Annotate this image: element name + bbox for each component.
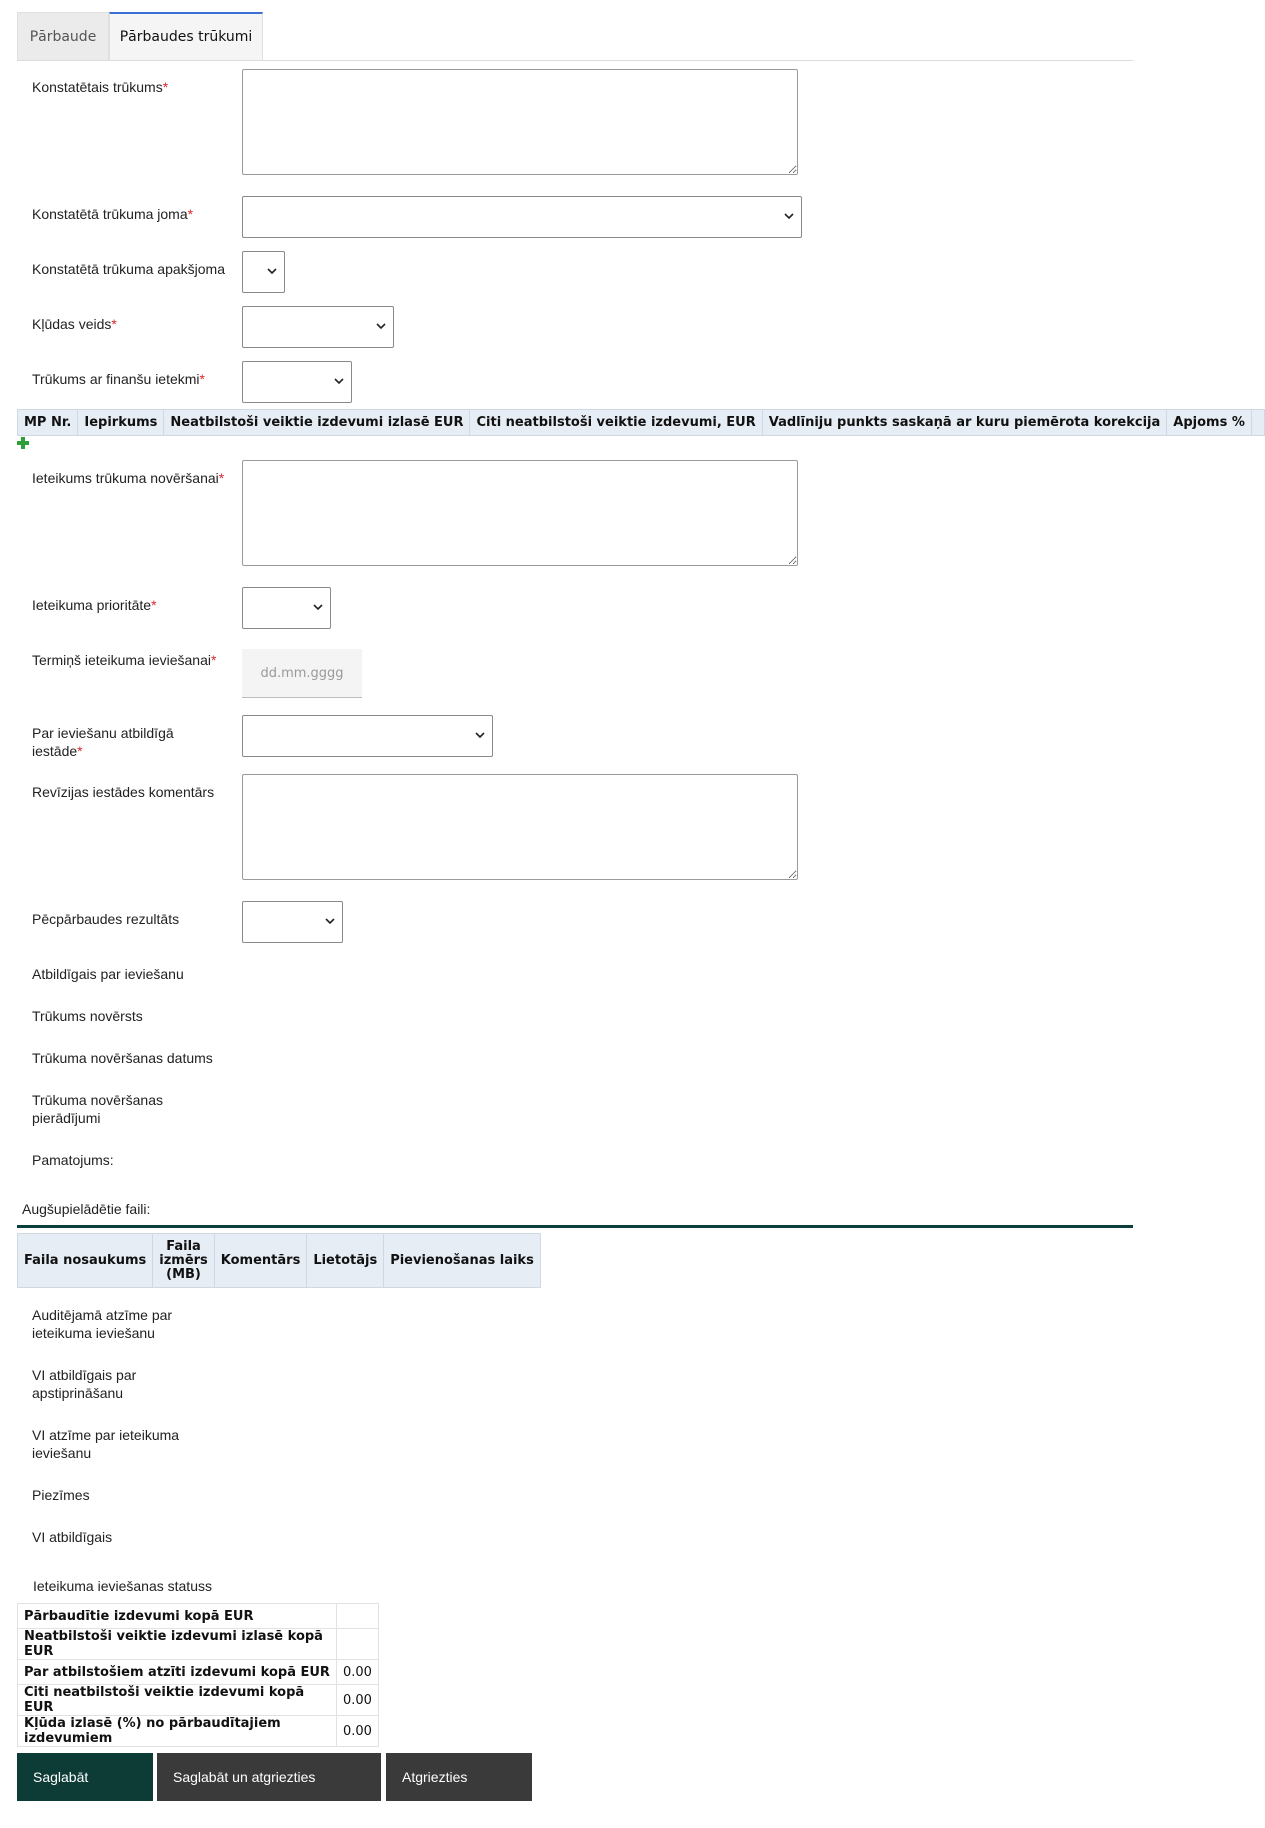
- trukuma-apaksjoma-select[interactable]: [242, 251, 285, 293]
- uploaded-files-title: Augšupielādētie faili:: [22, 1201, 151, 1217]
- ieteikums-textarea[interactable]: [242, 460, 798, 566]
- label-trukuma-apaksjoma: Konstatētā trūkuma apakšjoma: [32, 261, 225, 277]
- label-pamatojums: Pamatojums:: [32, 1152, 114, 1168]
- summary-value: 0.00: [337, 1716, 379, 1747]
- return-button[interactable]: [386, 1753, 532, 1801]
- tab-parbaude[interactable]: [17, 12, 109, 60]
- label-atbildigais-par-ieviesanu: Atbildīgais par ieviešanu: [32, 966, 184, 982]
- konstatetais-trukums-textarea[interactable]: [242, 69, 798, 175]
- table-row: [18, 1629, 379, 1660]
- label-atbildiga-iestade: Par ieviešanu atbildīgā iestāde*: [32, 725, 174, 759]
- column-header: Faila izmērs (MB): [153, 1234, 215, 1288]
- add-row-icon[interactable]: [17, 437, 29, 449]
- chevron-down-icon: [375, 320, 387, 332]
- label-finansu-ietekme: Trūkums ar finanšu ietekmi*: [32, 371, 205, 387]
- column-header-empty: [1251, 410, 1264, 436]
- trukuma-joma-select[interactable]: [242, 196, 802, 238]
- button-label: Atgriezties: [402, 1769, 468, 1785]
- label-ieteikums: Ieteikums trūkuma novēršanai*: [32, 470, 225, 486]
- label-trukums-noversts: Trūkums novērsts: [32, 1008, 143, 1024]
- chevron-down-icon: [783, 210, 795, 222]
- ieteikuma-prioritate-select[interactable]: [242, 587, 331, 629]
- column-header: MP Nr.: [18, 410, 78, 436]
- save-and-return-button[interactable]: [157, 1753, 381, 1801]
- label-vi-apstiprinasana: VI atbildīgais par apstiprināšanu: [32, 1367, 137, 1401]
- label-konstatetais-trukums: Konstatētais trūkums*: [32, 79, 169, 95]
- summary-value: [337, 1629, 379, 1660]
- label-auditejama-atzime: Auditējamā atzīme par ieteikuma ieviešanu: [32, 1307, 173, 1341]
- chevron-down-icon: [324, 915, 336, 927]
- summary-label: Citi neatbilstoši veiktie izdevumi kopā EUR: [18, 1685, 337, 1716]
- label-piezimes: Piezīmes: [32, 1487, 90, 1503]
- summary-label: Pārbaudītie izdevumi kopā EUR: [18, 1604, 337, 1629]
- correction-table: [17, 409, 1265, 436]
- column-header: Lietotājs: [307, 1234, 384, 1288]
- summary-value: 0.00: [337, 1685, 379, 1716]
- column-header: Citi neatbilstoši veiktie izdevumi, EUR: [470, 410, 762, 436]
- button-label: Saglabāt: [33, 1769, 89, 1785]
- column-header: Komentārs: [214, 1234, 307, 1288]
- label-kludas-veids: Kļūdas veids*: [32, 316, 117, 332]
- column-header: Vadlīniju punkts saskaņā ar kuru piemērota korekcija: [762, 410, 1167, 436]
- revizijas-komentars-textarea[interactable]: [242, 774, 798, 880]
- table-row: [18, 1660, 379, 1685]
- summary-label: Par atbilstošiem atzīti izdevumi kopā EUR: [18, 1660, 337, 1685]
- table-row: [18, 1604, 379, 1629]
- label-noversanas-pieradijumi: Trūkuma novēršanas pierādījumi: [32, 1092, 163, 1126]
- label-trukuma-joma: Konstatētā trūkuma joma*: [32, 206, 194, 222]
- label-ieviesanas-statuss: Ieteikuma ieviešanas statuss: [33, 1578, 212, 1594]
- atbildiga-iestade-select[interactable]: [242, 715, 493, 757]
- button-label: Saglabāt un atgriezties: [173, 1769, 316, 1785]
- table-row: [18, 1685, 379, 1716]
- tab-divider: [17, 60, 1133, 61]
- table-row: [18, 1716, 379, 1747]
- kludas-veids-select[interactable]: [242, 306, 394, 348]
- column-header: Iepirkums: [78, 410, 164, 436]
- column-header: Faila nosaukums: [18, 1234, 153, 1288]
- chevron-down-icon: [266, 265, 278, 277]
- finansu-ietekme-select[interactable]: [242, 361, 352, 403]
- label-noversanas-datums: Trūkuma novēršanas datums: [32, 1050, 213, 1066]
- column-header: Pievienošanas laiks: [384, 1234, 541, 1288]
- label-revizijas-komentars: Revīzijas iestādes komentārs: [32, 784, 215, 800]
- files-table: [17, 1233, 541, 1288]
- chevron-down-icon: [312, 601, 324, 613]
- tab-parbaudes-trukumi[interactable]: [109, 12, 263, 60]
- summary-label: Kļūda izlasē (%) no pārbaudītajiem izdevumiem: [18, 1716, 337, 1747]
- pecparbaudes-rezultats-select[interactable]: [242, 901, 343, 943]
- save-button[interactable]: [17, 1753, 153, 1801]
- chevron-down-icon: [333, 375, 345, 387]
- summary-value: 0.00: [337, 1660, 379, 1685]
- column-header: Neatbilstoši veiktie izdevumi izlasē EUR: [164, 410, 470, 436]
- summary-value: [337, 1604, 379, 1629]
- column-header: Apjoms %: [1167, 410, 1252, 436]
- tab-label: Pārbaude: [29, 28, 97, 45]
- summary-label: Neatbilstoši veiktie izdevumi izlasē kopā EUR: [18, 1629, 337, 1660]
- label-termins: Termiņš ieteikuma ieviešanai*: [32, 652, 217, 668]
- label-vi-atzime: VI atzīme par ieteikuma ieviešanu: [32, 1427, 180, 1461]
- summary-table: [17, 1603, 379, 1747]
- termins-date-input[interactable]: [242, 649, 362, 698]
- section-divider: [17, 1225, 1133, 1228]
- chevron-down-icon: [474, 729, 486, 741]
- tab-label: Pārbaudes trūkumi: [119, 29, 253, 45]
- date-placeholder: dd.mm.gggg: [260, 665, 344, 681]
- label-vi-atbildigais: VI atbildīgais: [32, 1529, 113, 1545]
- label-pecparbaudes-rezultats: Pēcpārbaudes rezultāts: [32, 911, 180, 927]
- label-ieteikuma-prioritate: Ieteikuma prioritāte*: [32, 597, 157, 613]
